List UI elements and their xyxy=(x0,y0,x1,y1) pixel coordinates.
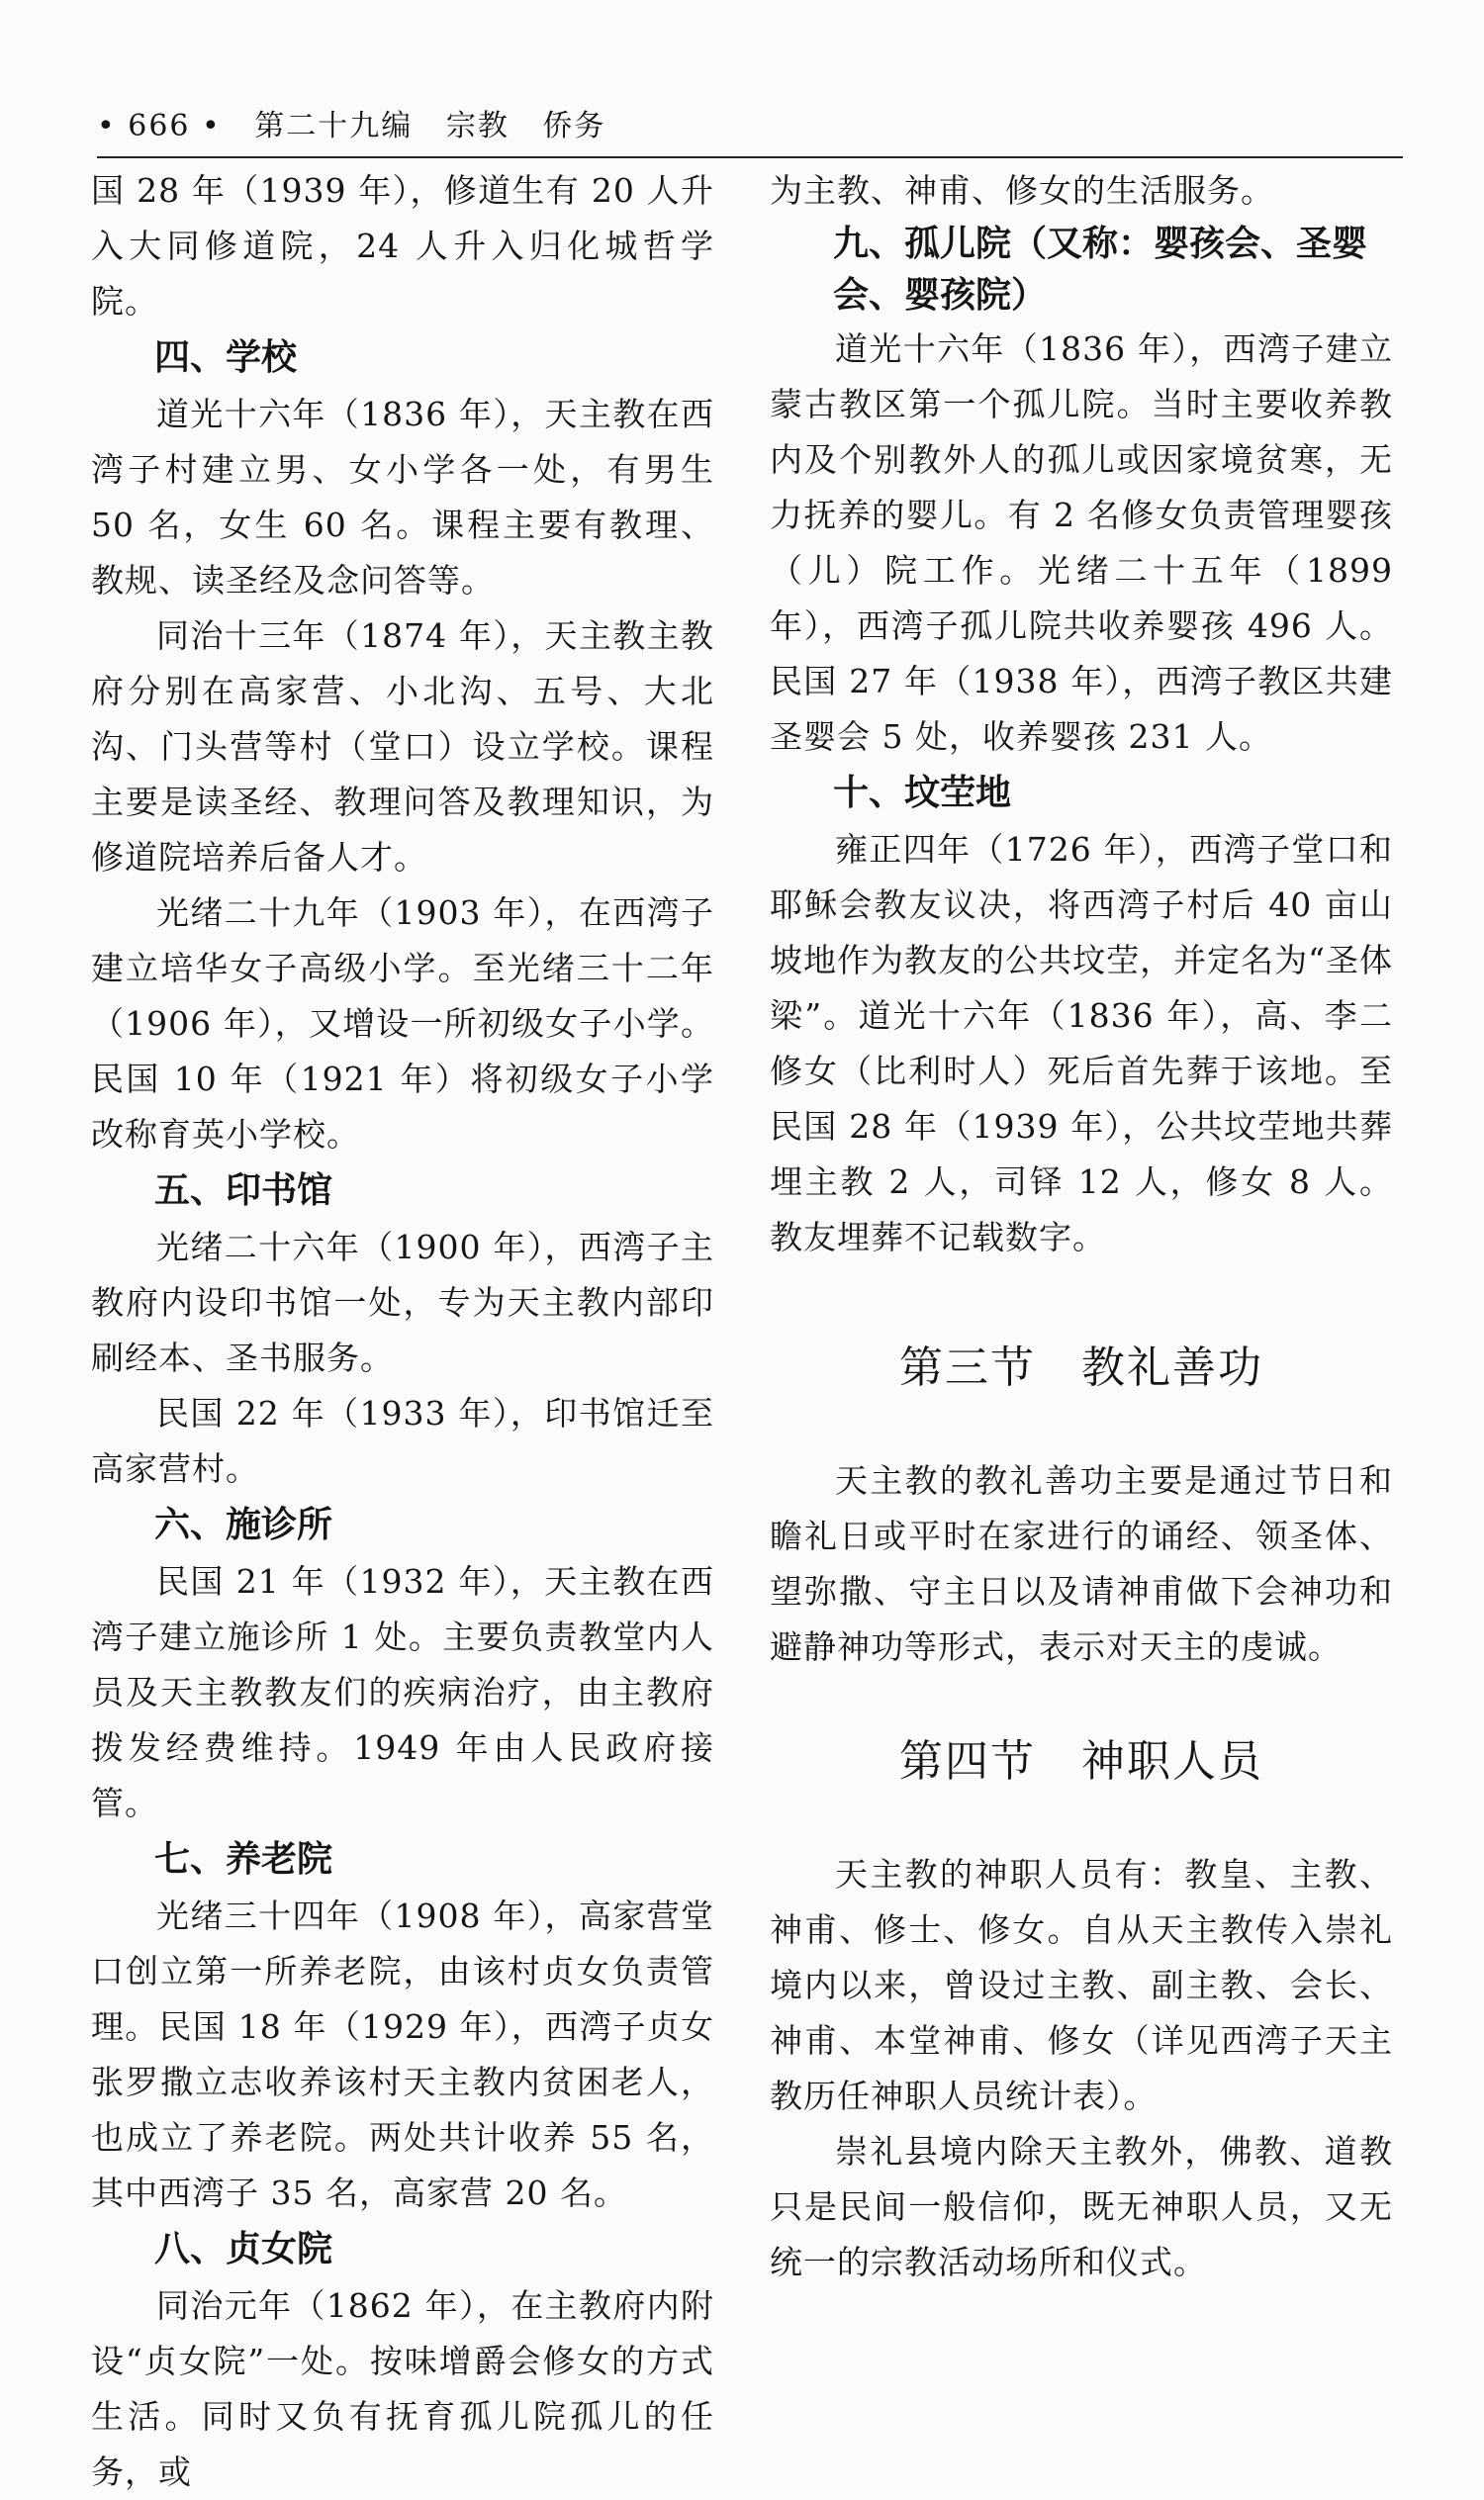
header-topic-overseas: 侨务 xyxy=(542,109,606,143)
page-number: • 666 • xyxy=(97,109,222,143)
paragraph: 道光十六年（1836 年），西湾子建立蒙古教区第一个孤儿院。当时主要收养教内及个别教外人的孤儿或因家境贫寒，无力抚养的婴儿。有 2 名修女负责管理婴孩（儿）院工作。光绪二十五年（1899 年），西湾子孤儿院共收养婴孩 496 人。民国 27 年（1938 年），西湾子教区共建圣婴会 5 处，收养婴孩 231 人。 xyxy=(770,329,1393,756)
right-column xyxy=(770,163,1393,2290)
paragraph: 同治元年（1862 年），在主教府内附设“贞女院”一处。按味增爵会修女的方式生活。同时又负有抚育孤儿院孤儿的任务，或 xyxy=(91,2286,714,2491)
paragraph: 民国 22 年（1933 年），印书馆迁至高家营村。 xyxy=(91,1394,714,1488)
paragraph: 天主教的教礼善功主要是通过节日和瞻礼日或平时在家进行的诵经、领圣体、望弥撒、守主日以及请神甫做下会神功和避静神功等形式，表示对天主的虔诚。 xyxy=(770,1461,1393,1666)
section-title-rites: 第三节 教礼善功 xyxy=(899,1343,1263,1393)
section-heading-cemetery: 十、坟茔地 xyxy=(833,773,1012,813)
header-rule xyxy=(97,156,1403,158)
section-heading-orphanage: 九、孤儿院（又称：婴孩会、圣婴会、婴孩院） xyxy=(833,224,1368,316)
section-heading-nursing-home: 七、养老院 xyxy=(154,1839,333,1880)
paragraph: 天主教的神职人员有：教皇、主教、神甫、修士、修女。自从天主教传入崇礼境内以来，曾设过主教、副主教、会长、神甫、本堂神甫、修女（详见西湾子天主教历任神职人员统计表）。 xyxy=(770,1855,1393,2115)
paragraph: 民国 21 年（1932 年），天主教在西湾子建立施诊所 1 处。主要负责教堂内人员及天主教教友们的疾病治疗，由主教府拨发经费维持。1949 年由人民政府接管。 xyxy=(91,1562,714,1822)
paragraph: 雍正四年（1726 年），西湾子堂口和耶稣会教友议决，将西湾子村后 40 亩山坡地作为教友的公共坟茔，并定名为“圣体梁”。道光十六年（1836 年），高、李二修女（比利时人）死后首先葬于该地。至民国 28 年（1939 年），公共坟茔地共葬埋主教 2 人，司铎 12 人，修女 8 人。教友埋葬不记载数字。 xyxy=(770,830,1393,1256)
part-title: 第二十九编 xyxy=(254,109,414,143)
paragraph: 国 28 年（1939 年），修道生有 20 人升入大同修道院，24 人升入归化城哲学院。 xyxy=(91,171,714,321)
paragraph: 同治十三年（1874 年），天主教主教府分别在高家营、小北沟、五号、大北沟、门头营等村（堂口）设立学校。课程主要是读圣经、教理问答及教理知识，为修道院培养后备人才。 xyxy=(91,616,714,877)
running-header xyxy=(97,101,1413,150)
section-heading-schools: 四、学校 xyxy=(154,337,298,378)
paragraph: 道光十六年（1836 年），天主教在西湾子村建立男、女小学各一处，有男生 50 名，女生 60 名。课程主要有教理、教规、读圣经及念问答等。 xyxy=(91,395,714,600)
left-column xyxy=(91,163,714,2500)
header-topic-religion: 宗教 xyxy=(445,109,510,143)
section-title-clergy: 第四节 神职人员 xyxy=(899,1736,1263,1787)
section-heading-printing-house: 五、印书馆 xyxy=(154,1170,333,1211)
section-heading-virgins-house: 八、贞女院 xyxy=(154,2229,333,2269)
paragraph: 光绪三十四年（1908 年），高家营堂口创立第一所养老院，由该村贞女负责管理。民国 18 年（1929 年），西湾子贞女张罗撒立志收养该村天主教内贫困老人，也成立了养老院。两处共计收养 55 名，其中西湾子 35 名，高家营 20 名。 xyxy=(91,1897,714,2212)
paragraph: 崇礼县境内除天主教外，佛教、道教只是民间一般信仰，既无神职人员，又无统一的宗教活动场所和仪式。 xyxy=(770,2132,1393,2281)
paragraph: 光绪二十六年（1900 年），西湾子主教府内设印书馆一处，专为天主教内部印刷经本、圣书服务。 xyxy=(91,1228,714,1377)
paragraph: 为主教、神甫、修女的生活服务。 xyxy=(770,171,1274,210)
section-heading-clinic: 六、施诊所 xyxy=(154,1505,333,1545)
paragraph: 光绪二十九年（1903 年），在西湾子建立培华女子高级小学。至光绪三十二年（1906 年），又增设一所初级女子小学。民国 10 年（1921 年）将初级女子小学改称育英小学校。 xyxy=(91,893,714,1154)
